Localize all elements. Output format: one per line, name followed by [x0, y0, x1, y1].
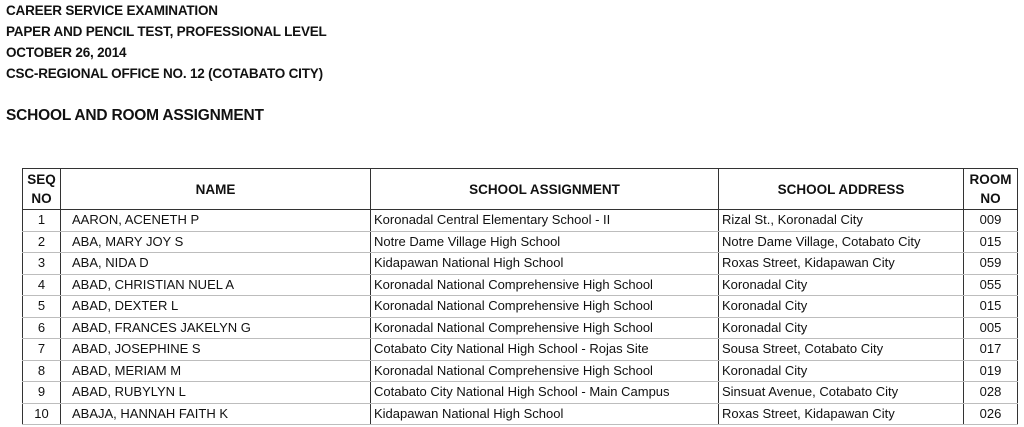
table-row — [23, 274, 1018, 296]
table-row — [23, 296, 1018, 318]
column-header-name: NAME — [61, 169, 371, 210]
cell-seq: 6 — [23, 317, 61, 339]
cell-address: Rizal St., Koronadal City — [719, 210, 964, 232]
table-header-row — [23, 169, 1018, 210]
cell-school: Koronadal National Comprehensive High School — [371, 274, 719, 296]
cell-school: Cotabato City National High School - Main Campus — [371, 382, 719, 404]
cell-room: 059 — [964, 253, 1018, 275]
cell-school: Koronadal National Comprehensive High School — [371, 317, 719, 339]
cell-address: Koronadal City — [719, 317, 964, 339]
cell-address: Koronadal City — [719, 296, 964, 318]
table-row — [23, 231, 1018, 253]
column-header-seq-line1: SEQ — [27, 172, 56, 187]
cell-seq: 8 — [23, 360, 61, 382]
cell-name: ABAD, FRANCES JAKELYN G — [61, 317, 371, 339]
cell-address: Sinsuat Avenue, Cotabato City — [719, 382, 964, 404]
table-row — [23, 403, 1018, 425]
cell-school: Notre Dame Village High School — [371, 231, 719, 253]
cell-name: ABAD, RUBYLYN L — [61, 382, 371, 404]
cell-name: ABA, MARY JOY S — [61, 231, 371, 253]
column-header-room-line1: ROOM — [969, 172, 1012, 187]
page-title: SCHOOL AND ROOM ASSIGNMENT — [6, 107, 264, 124]
cell-school: Koronadal Central Elementary School - II — [371, 210, 719, 232]
cell-name: AARON, ACENETH P — [61, 210, 371, 232]
cell-room: 015 — [964, 296, 1018, 318]
column-header-address: SCHOOL ADDRESS — [719, 169, 964, 210]
column-header-school: SCHOOL ASSIGNMENT — [371, 169, 719, 210]
exam-type: PAPER AND PENCIL TEST, PROFESSIONAL LEVEL — [6, 24, 327, 39]
cell-name: ABAJA, HANNAH FAITH K — [61, 403, 371, 425]
exam-date: OCTOBER 26, 2014 — [6, 45, 127, 60]
table-row — [23, 210, 1018, 232]
cell-room: 028 — [964, 382, 1018, 404]
cell-name: ABAD, MERIAM M — [61, 360, 371, 382]
cell-school: Cotabato City National High School - Rojas Site — [371, 339, 719, 361]
column-header-room — [964, 169, 1018, 210]
cell-seq: 9 — [23, 382, 61, 404]
cell-address: Koronadal City — [719, 274, 964, 296]
cell-name: ABAD, CHRISTIAN NUEL A — [61, 274, 371, 296]
table-row — [23, 317, 1018, 339]
cell-name: ABAD, JOSEPHINE S — [61, 339, 371, 361]
cell-room: 005 — [964, 317, 1018, 339]
cell-address: Roxas Street, Kidapawan City — [719, 253, 964, 275]
exam-title: CAREER SERVICE EXAMINATION — [6, 3, 218, 18]
cell-name: ABAD, DEXTER L — [61, 296, 371, 318]
cell-seq: 7 — [23, 339, 61, 361]
regional-office: CSC-REGIONAL OFFICE NO. 12 (COTABATO CITY) — [6, 66, 323, 81]
cell-room: 017 — [964, 339, 1018, 361]
cell-address: Koronadal City — [719, 360, 964, 382]
cell-address: Notre Dame Village, Cotabato City — [719, 231, 964, 253]
cell-room: 009 — [964, 210, 1018, 232]
cell-room: 015 — [964, 231, 1018, 253]
cell-seq: 2 — [23, 231, 61, 253]
cell-seq: 10 — [23, 403, 61, 425]
cell-name: ABA, NIDA D — [61, 253, 371, 275]
cell-room: 026 — [964, 403, 1018, 425]
cell-seq: 3 — [23, 253, 61, 275]
cell-school: Kidapawan National High School — [371, 253, 719, 275]
cell-address: Roxas Street, Kidapawan City — [719, 403, 964, 425]
cell-seq: 5 — [23, 296, 61, 318]
assignment-table — [22, 168, 1018, 425]
cell-seq: 4 — [23, 274, 61, 296]
cell-room: 019 — [964, 360, 1018, 382]
table-row — [23, 382, 1018, 404]
column-header-room-line2: NO — [980, 191, 1001, 206]
table-row — [23, 339, 1018, 361]
table-row — [23, 360, 1018, 382]
table-row — [23, 253, 1018, 275]
cell-address: Sousa Street, Cotabato City — [719, 339, 964, 361]
column-header-seq-line2: NO — [31, 191, 52, 206]
column-header-seq — [23, 169, 61, 210]
cell-school: Koronadal National Comprehensive High School — [371, 296, 719, 318]
cell-school: Koronadal National Comprehensive High School — [371, 360, 719, 382]
cell-seq: 1 — [23, 210, 61, 232]
cell-room: 055 — [964, 274, 1018, 296]
cell-school: Kidapawan National High School — [371, 403, 719, 425]
